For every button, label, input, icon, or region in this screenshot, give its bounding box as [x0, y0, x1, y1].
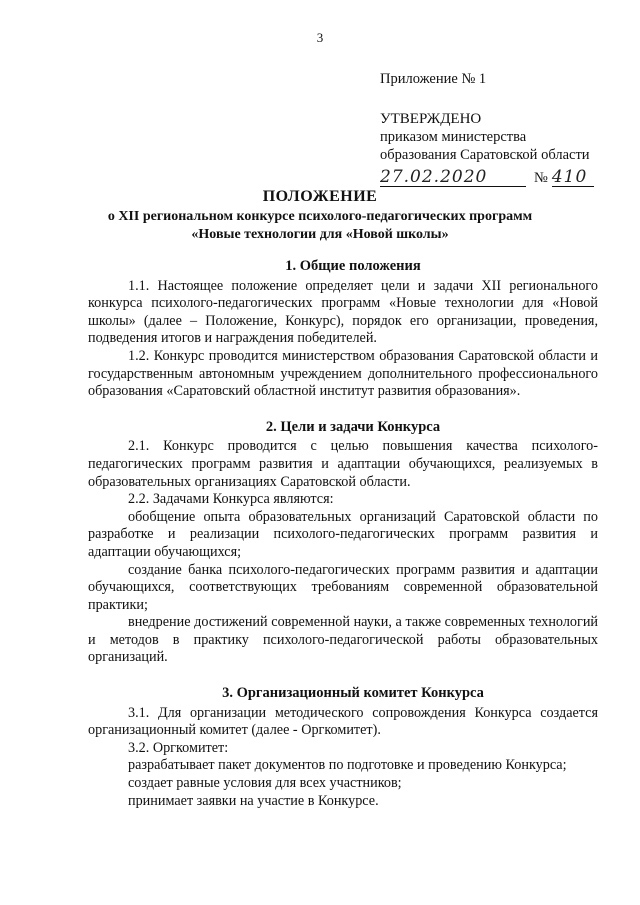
paragraph-3-2-item-1: разрабатывает пакет документов по подготовке и проведению Конкурса;	[128, 757, 567, 774]
section-heading-general: 1. Общие положения	[285, 258, 421, 274]
paragraph-3-2-item-2: создает равные условия для всех участников;	[128, 775, 402, 792]
title-line-1: о XII региональном конкурсе психолого-педагогических программ	[107, 209, 533, 224]
paragraph-2-2-item-1: обобщение опыта образовательных организаций Саратовской области по разработке и реализации психолого-педагогических программ развития и адаптации обучающихся;	[88, 508, 598, 560]
title-main: ПОЛОЖЕНИЕ	[262, 188, 378, 205]
paragraph-3-2: 3.2. Оргкомитет:	[128, 739, 229, 756]
approved-label: УТВЕРЖДЕНО	[380, 111, 482, 127]
section-heading-goals: 2. Цели и задачи Конкурса	[265, 418, 441, 435]
page-number: 3	[316, 30, 324, 45]
paragraph-3-2-item-3: принимает заявки на участие в Конкурсе.	[128, 792, 379, 809]
paragraph-1-1: 1.1. Настоящее положение определяет цели и задачи XII регионального конкурса психолого-педагогических программ «Новые технологии для «Новой школы» (далее – Положение, Конкурс), порядок его организации, проведения, подведения итогов и награждения победителей.	[88, 277, 598, 347]
paragraph-2-2-item-2: создание банка психолого-педагогических программ развития и адаптации обучающихся, соответствующих требованиям современной образовательной практики;	[88, 561, 598, 613]
document-title	[0, 188, 640, 244]
approval-block	[380, 70, 594, 187]
paragraph-1-2: 1.2. Конкурс проводится министерством образования Саратовской области и государственным автономным учреждением дополнительного профессионального образования «Саратовский областной институт развития образования».	[88, 347, 598, 400]
order-date-number-row	[380, 165, 594, 187]
number-sign: №	[534, 170, 548, 186]
appendix-label: Приложение № 1	[380, 71, 487, 87]
document-body	[88, 258, 598, 810]
paragraph-2-1: 2.1. Конкурс проводится с целью повышения качества психолого-педагогических программ развития и адаптации обучающихся, реализуемых в образовательных организациях Саратовской области.	[88, 438, 598, 490]
paragraph-2-2-item-3: внедрение достижений современной науки, а также современных технологий и методов в практику психолого-педагогической работы образовательных организаций.	[88, 614, 598, 666]
order-line-1: приказом министерства	[380, 129, 527, 145]
paragraph-3-1: 3.1. Для организации методического сопровождения Конкурса создается организационный комитет (далее - Оргкомитет).	[88, 704, 598, 739]
title-line-2: «Новые технологии для «Новой школы»	[191, 227, 449, 242]
paragraph-2-2: 2.2. Задачами Конкурса являются:	[128, 491, 334, 508]
order-line-2: образования Саратовской области	[380, 147, 590, 163]
section-heading-committee: 3. Организационный комитет Конкурса	[222, 685, 484, 702]
handwritten-order-number: 410	[552, 168, 594, 187]
handwritten-date: 27.02.2020	[380, 168, 526, 187]
